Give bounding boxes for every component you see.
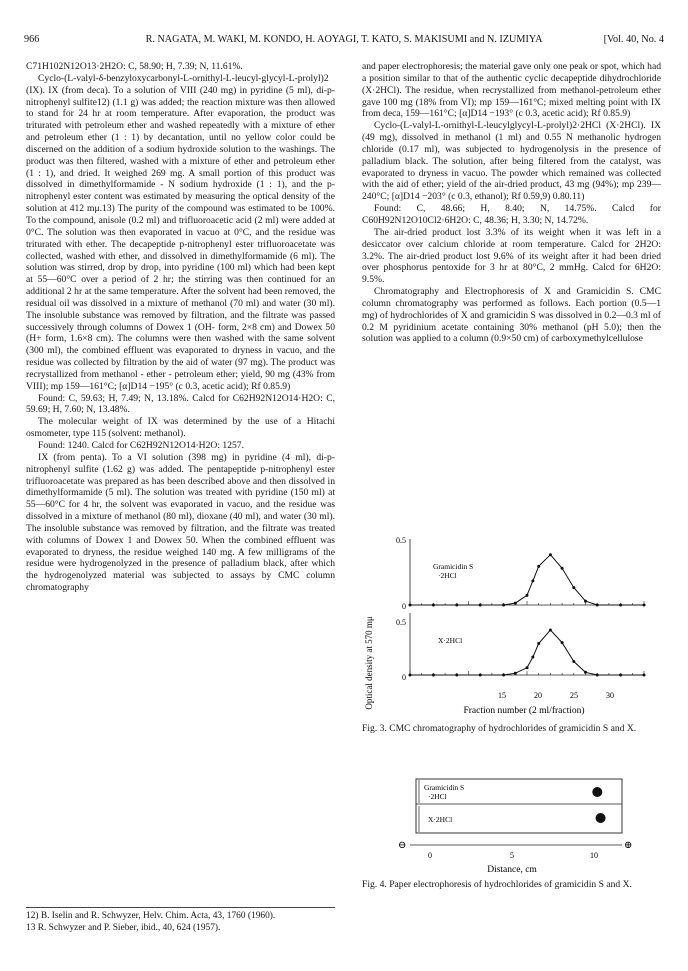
data-point: [531, 656, 534, 659]
x-axis-label: Distance, cm: [487, 865, 537, 875]
paragraph: The molecular weight of IX was determined by the use of a Hitachi osmometer, type 115 (solvent: methanol).: [26, 416, 335, 440]
plus-electrode: ⊕: [624, 840, 633, 851]
data-point: [432, 674, 435, 677]
footnote: 13 R. Schwyzer and P. Sieber, ibid., 40, 624 (1957).: [26, 922, 221, 933]
data-point: [596, 604, 599, 607]
page-number: 966: [24, 34, 40, 45]
data-point: [549, 629, 552, 632]
tick-label: 0.5: [396, 618, 406, 627]
data-point: [619, 674, 622, 677]
series-label: ·2HCl: [438, 571, 457, 580]
data-point: [502, 674, 505, 677]
y-axis-label: Optical density at 570 mμ: [364, 616, 374, 710]
data-point: [549, 553, 552, 556]
figure-4-caption: Fig. 4. Paper electrophoresis of hydrochlorides of gramicidin S and X.: [362, 879, 632, 890]
paragraph: IX (from penta). To a VI solution (398 mg) in pyridine (4 ml), di-p-nitrophenyl sulfite (1.62 g) was added. The pentapeptide p-nitrophenyl ester trifluoroacetate was prepared as has been described above and then dissolved in dimethylformamide (5 ml). The solution was treated with pyridine (150 ml) at 55—60°C for 4 hr, the solvent was evaporated in vacuo, and the residue was dissolved in a mixture of methanol (80 ml), dioxane (40 ml), and water (30 ml). The insoluble substance was removed by filtration, and the filtrate was treated with columns of Dowex 1 and Dowex 50. When the combined effluent was evaporated to dryness, the residue weighed 140 mg. A few milligrams of the residue were hydrogenolyzed in the presence of palladium black, after which the hydrogenolyzed material was subjected to assays by CMC column chromatography: [26, 451, 335, 594]
data-point: [584, 600, 587, 603]
tick-label: 30: [606, 691, 614, 700]
data-point: [643, 604, 646, 607]
paragraph: Cyclo-(L-valyl-L-ornithyl-L-leucylglycyl-L-prolyl)2·2HCl (X·2HCl). IX (49 mg), dissolved in methanol (1 ml) and 0.55 N methanolic hydrogen chloride (0.17 ml), was subjected to hydrogenolysis in the presence of palladium black. The solution, after being filtered from the catalyst, was evaporated to dryness in vacuo. The powder which remained was collected with the aid of ether; yield of the air-dried product, 43 mg (94%); mp 239—240°C; [α]D14 −203° (c 0.3, ethanol); Rf 0.59,9) 0.80.11): [362, 120, 661, 203]
data-point: [526, 594, 529, 597]
footnotes: [26, 907, 335, 934]
paragraph: Chromatography and Electrophoresis of X and Gramicidin S. CMC column chromatography was performed as follows. Each portion (0.5—1 mg) of hydrochlorides of X and gramicidin S was dissolved in 0.2—0.3 ml of 0.2 M pyridinium acetate containing 30% methanol (pH 5.0); then the solution was applied to a column (0.9×50 cm) of carboxymethylcellulose: [362, 286, 661, 345]
data-point: [526, 666, 529, 669]
data-point: [643, 674, 646, 677]
data-point: [531, 579, 534, 582]
left-column: [26, 61, 335, 594]
data-point: [455, 604, 458, 607]
figure-3-caption: Fig. 3. CMC chromatography of hydrochlorides of gramicidin S and X.: [362, 723, 637, 734]
footnote: 12) B. Iselin and R. Schwyzer, Helv. Chim. Acta, 43, 1760 (1960).: [26, 911, 276, 921]
paragraph: Found: C, 59.63; H, 7.49; N, 13.18%. Calcd for C62H92N12O14·H2O: C, 59.69; H, 7.60; N, 13.48%.: [26, 392, 335, 416]
paragraph: Found: 1240. Calcd for C62H92N12O14·H2O: 1257.: [38, 440, 244, 451]
tick-label: 0: [402, 602, 406, 611]
volume: [Vol. 40, No. 4: [603, 34, 664, 45]
data-point: [409, 674, 412, 677]
data-point: [537, 565, 540, 568]
data-point: [514, 602, 517, 605]
figure-3-chart: [362, 533, 662, 783]
data-point: [514, 672, 517, 675]
authors: R. NAGATA, M. WAKI, M. KONDO, H. AOYAGI, T. KATO, S. MAKISUMI and N. IZUMIYA: [145, 34, 543, 45]
data-point: [584, 671, 587, 674]
electrophoresis-spot: [596, 813, 606, 823]
tick-label: 0.5: [396, 536, 406, 545]
paragraph: Found: C, 48.66; H, 8.40; N, 14.75%. Calcd for C60H92N12O10Cl2·6H2O: C, 48.36; H, 3.30; N, 14.72%.: [362, 203, 661, 226]
electrophoresis-spot: [592, 787, 602, 797]
tick-label: 15: [498, 691, 506, 700]
series-label: ·2HCl: [428, 792, 447, 801]
data-point: [572, 660, 575, 663]
minus-electrode: ⊖: [398, 840, 407, 851]
paragraph: and paper electrophoresis; the material gave only one peak or spot, which had a position similar to that of the authentic cyclic decapeptide dihydrochloride (X·2HCl). The residue, when recrystallized from methanol-petroleum ether gave 100 mg (18% from VI); mp 159—161°C; mixed melting point with IX from deca, 159—161°C; [α]D14 −193° (c 0.3, acetic acid); Rf 0.85.9): [362, 61, 661, 120]
series-label: X·2HCl: [428, 815, 453, 824]
tick-label: 0: [402, 673, 406, 682]
right-column: [362, 61, 661, 345]
data-point: [409, 604, 412, 607]
data-point: [561, 641, 564, 644]
x-axis-label: Fraction number (2 ml/fraction): [463, 706, 585, 716]
data-point: [596, 674, 599, 677]
paragraph: Cyclo-(L-valyl-δ-benzyloxycarbonyl-L-ornithyl-L-leucyl-glycyl-L-prolyl)2 (IX). IX (from deca). To a solution of VIII (240 mg) in pyridine (5 ml), di-p-nitrophenyl sulfite12) (1.1 g) was added; the reaction mixture was then allowed to stand for 24 hr at room temperature. After evaporation, the product was triturated with petroleum ether and washed repeatedly with a mixture of ether and petroleum ether (1 : 1) by decantation, until no yellow color could be discerned on the addition of a sodium hydroxide solution to the washings. The product was then filtered, washed with a mixture of ether and petroleum ether (1 : 1), and dried. It weighed 269 mg. A small portion of this product was dissolved in dimethylformamide - N sodium hydroxide (1 : 1), and the p-nitrophenyl ester content was estimated by measuring the optical density of the solution at 412 mμ.13) The purity of the compound was estimated to be 100%. To the compound, anisole (0.2 ml) and trifluoroacetic acid (2 ml) were added at 0°C. The solution was then evaporated in vacuo at 0°C, and the residue was triturated with ether. The decapeptide p-nitrophenyl ester trifluoroacetate was collected, washed with ether, and dissolved in dimethylformamide (6 ml). The solution was stirred, drop by drop, into pyridine (100 ml) which had been kept at 55—60°C over a period of 2 hr; the stirring was then continued for an additional 2 hr at the same temperature. After the solvent had been removed, the residual oil was dissolved in a mixture of methanol (70 ml) and water (30 ml). The insoluble substance was removed by filtration, and the filtrate was passed successively through columns of Dowex 1 (OH- form, 2×8 cm) and Dowex 50 (H+ form, 1.6×8 cm). The columns were then washed with the same solvent (300 ml), the combined effluent was evaporated to dryness in vacuo, and the residue was collected by filtration by the aid of water (97 mg). The product was recrystallized from methanol - ether - petroleum ether; yield, 90 mg (43% from VIII); mp 159—161°C; [α]D14 −195° (c 0.3, acetic acid); Rf 0.85.9): [26, 72, 335, 392]
tick-label: 10: [590, 851, 598, 860]
data-point: [619, 604, 622, 607]
data-point: [479, 674, 482, 677]
data-point: [432, 604, 435, 607]
tick-label: 25: [570, 691, 578, 700]
series-label: X·2HCl: [438, 636, 463, 645]
paragraph: The air-dried product lost 3.3% of its weight when it was left in a desiccator over calcium chloride at room temperature. Calcd for 2H2O: 3.2%. The air-dried product lost 9.6% of its weight after it had been dried over phosphorus pentoxide for 3 hr at 80°C, 2 mmHg. Calcd for 6H2O: 9.5%.: [362, 226, 661, 286]
tick-label: 20: [534, 691, 542, 700]
data-point: [455, 674, 458, 677]
paragraph: C71H102N12O13·2H2O: C, 58.90; H, 7.39; N, 11.61%.: [26, 61, 243, 72]
series-label: Gramicidin S: [424, 783, 465, 792]
data-point: [572, 586, 575, 589]
tick-label: 0: [428, 851, 432, 860]
data-point: [537, 642, 540, 645]
data-point: [561, 567, 564, 570]
series-label: Gramicidin S: [433, 562, 474, 571]
data-point: [502, 604, 505, 607]
tick-label: 5: [510, 851, 514, 860]
figure-4-chart: [362, 778, 662, 878]
data-point: [479, 604, 482, 607]
